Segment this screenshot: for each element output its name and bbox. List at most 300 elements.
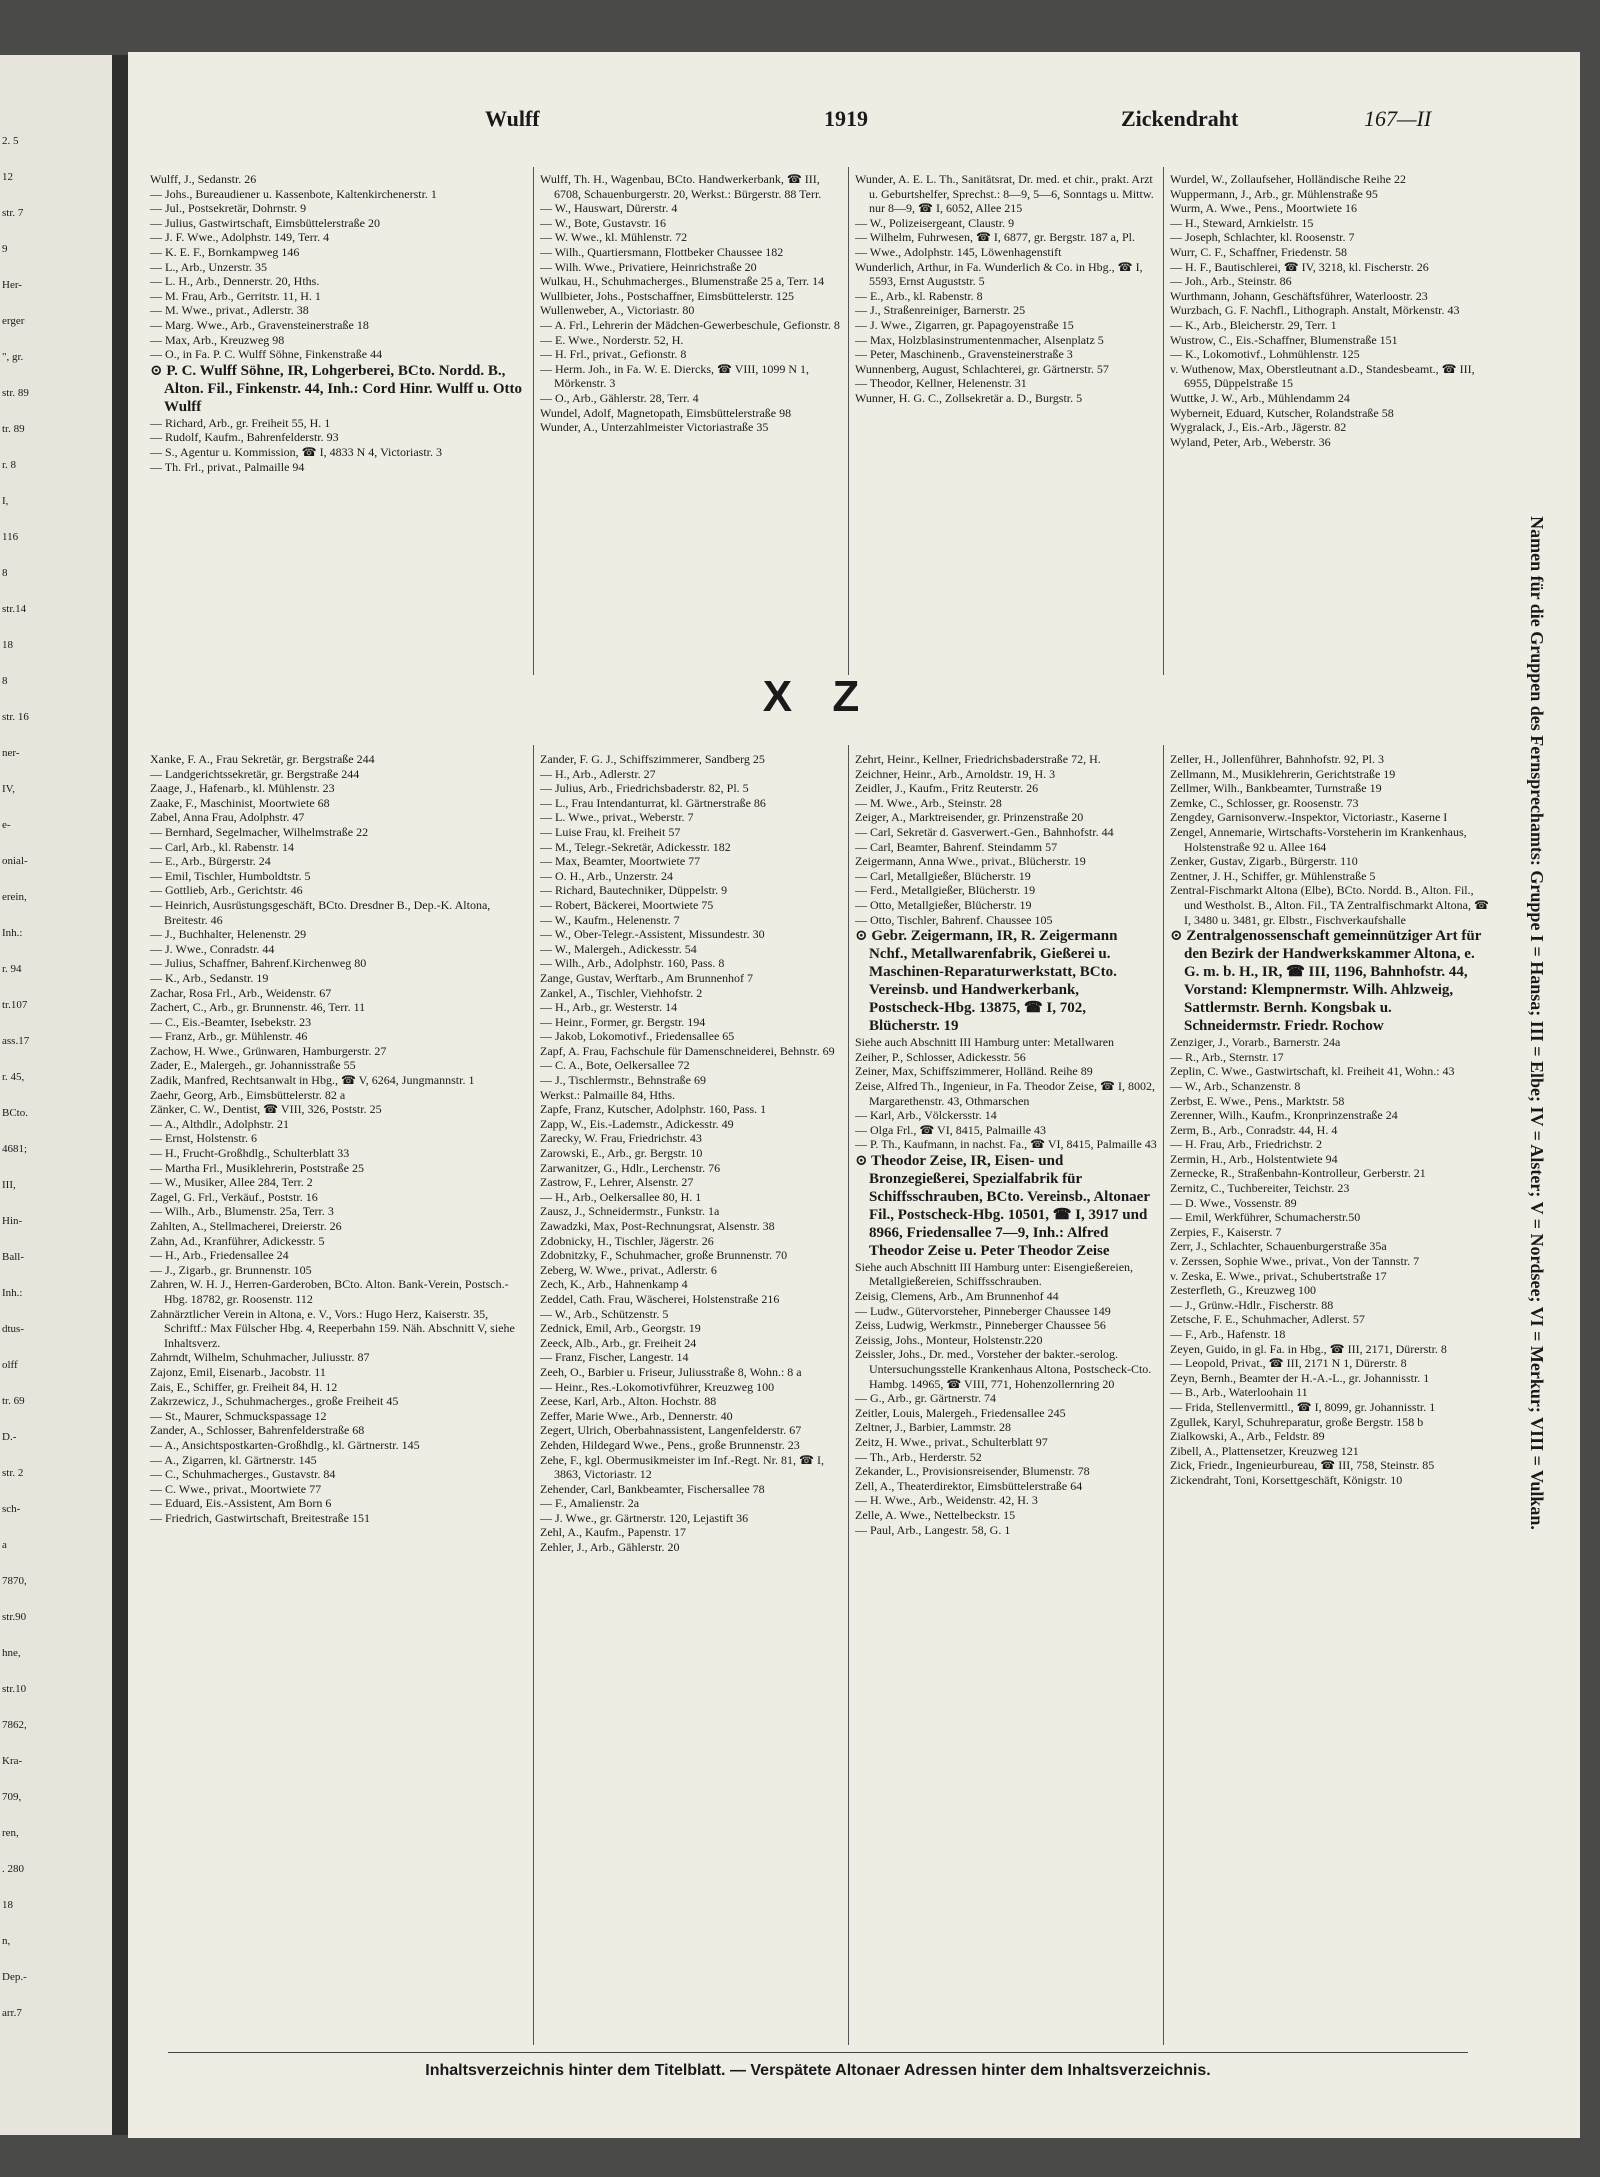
directory-entry: — O., in Fa. P. C. Wulff Söhne, Finkenstraße 44: [150, 347, 383, 362]
directory-entry: Zais, E., Schiffer, gr. Freiheit 84, H. 12: [150, 1379, 338, 1394]
directory-entry: Wulkau, H., Schuhmacherges., Blumenstraße 25 a, Terr. 14: [540, 274, 825, 289]
directory-entry: Zerenner, Wilh., Kaufm., Kronprinzenstraße 24: [1170, 1108, 1398, 1123]
margin-fragment: str. 16: [2, 711, 29, 723]
directory-entry: Zeigermann, Anna Wwe., privat., Blücherstr. 19: [855, 854, 1086, 869]
directory-entry: — C., Schuhmacherges., Gustavstr. 84: [150, 1467, 336, 1482]
margin-fragment: 8: [2, 675, 8, 687]
directory-entry: Zehl, A., Kaufm., Papenstr. 17: [540, 1525, 686, 1540]
directory-entry: Zarwanitzer, G., Hdlr., Lerchenstr. 76: [540, 1160, 721, 1175]
directory-entry: — Otto, Metallgießer, Blücherstr. 19: [855, 897, 1032, 912]
directory-entry: Zaage, J., Hafenarb., kl. Mühlenstr. 23: [150, 781, 335, 796]
directory-entry: Zickendraht, Toni, Korsettgeschäft, Königstr. 10: [1170, 1472, 1403, 1487]
directory-entry: — Heinr., Former, gr. Bergstr. 194: [540, 1014, 706, 1029]
directory-entry: Wurzbach, G. F. Nachfl., Lithograph. Anstalt, Mörkenstr. 43: [1170, 303, 1460, 318]
directory-entry: — Paul, Arb., Langestr. 58, G. 1: [855, 1522, 1011, 1537]
directory-entry: — Luise Frau, kl. Freiheit 57: [540, 824, 681, 839]
directory-entry: Zellmer, Wilh., Bankbeamter, Turnstraße 19: [1170, 781, 1382, 796]
directory-entry: Zeiner, Max, Schiffszimmerer, Holländ. Reihe 89: [855, 1064, 1093, 1079]
directory-entry: — E., Arb., Bürgerstr. 24: [150, 854, 271, 869]
header-year: 1919: [824, 106, 868, 131]
margin-fragment: ren,: [2, 1827, 19, 1839]
directory-entry: — A., Zigarren, kl. Gärtnerstr. 145: [150, 1452, 317, 1467]
directory-entry: Zeichner, Heinr., Arb., Arnoldstr. 19, H. 3: [855, 766, 1056, 781]
directory-entry: — R., Arb., Sternstr. 17: [1170, 1049, 1284, 1064]
directory-entry: Zesterfleth, G., Kreuzweg 100: [1170, 1283, 1316, 1298]
directory-entry: — K., Arb., Bleicherstr. 29, Terr. 1: [1170, 317, 1337, 332]
margin-fragment: 12: [2, 171, 13, 183]
directory-entry: Zehender, Carl, Bankbeamter, Fischersallee 78: [540, 1481, 765, 1496]
directory-entry: Zetsche, F. E., Schuhmacher, Adlerst. 57: [1170, 1312, 1365, 1327]
directory-entry: Zgullek, Karyl, Schuhreparatur, große Bergstr. 158 b: [1170, 1414, 1424, 1429]
directory-entry: Wunder, A., Unterzahlmeister Victoriastraße 35: [540, 420, 769, 435]
margin-fragment: str.10: [2, 1683, 27, 1695]
directory-entry: Zange, Gustav, Werftarb., Am Brunnenhof 7: [540, 970, 753, 985]
directory-entry: Zadik, Manfred, Rechtsanwalt in Hbg., ☎ V, 6264, Jungmannstr. 1: [150, 1073, 475, 1088]
directory-entry: — St., Maurer, Schmuckspassage 12: [150, 1408, 327, 1423]
margin-fragment: ass.17: [2, 1035, 30, 1047]
directory-entry: — Julius, Gastwirtschaft, Eimsbüttelerstraße 20: [150, 215, 380, 230]
directory-entry: — J., Straßenreiniger, Barnerstr. 25: [855, 303, 1026, 318]
directory-entry: Zibell, A., Plattensetzer, Kreuzweg 121: [1170, 1443, 1359, 1458]
directory-entry: — H., Frucht-Großhdlg., Schulterblatt 33: [150, 1146, 350, 1161]
directory-entry: — W., Bote, Gustavstr. 16: [540, 215, 667, 230]
lower-column-2: [540, 752, 842, 2047]
directory-entry: Zenker, Gustav, Zigarb., Bürgerstr. 110: [1170, 854, 1358, 869]
directory-entry: Zahlten, A., Stellmacherei, Dreierstr. 26: [150, 1219, 342, 1233]
directory-entry: — F., Arb., Hafenstr. 18: [1170, 1327, 1286, 1341]
directory-entry: — W., Arb., Schützenstr. 5: [540, 1306, 669, 1321]
directory-entry: Zakrzewicz, J., Schuhmacherges., große Freiheit 45: [150, 1394, 399, 1409]
directory-entry: — W., Arb., Schanzenstr. 8: [1170, 1078, 1301, 1093]
section-title: X Z: [762, 672, 874, 721]
directory-entry: Zawadzki, Max, Post-Rechnungsrat, Alsenstr. 38: [540, 1219, 775, 1233]
margin-fragment: 7870,: [2, 1575, 27, 1587]
directory-entry: — D. Wwe., Vossenstr. 89: [1170, 1195, 1297, 1210]
directory-entry: Zelle, A. Wwe., Nettelbeckstr. 15: [855, 1507, 1016, 1522]
margin-fragment: erger: [2, 315, 25, 327]
directory-entry: — Julius, Schaffner, Bahrenf.Kirchenweg 80: [150, 956, 367, 971]
directory-entry: — H., Arb., Adlerstr. 27: [540, 766, 656, 781]
margin-fragment: Dep.-: [2, 1971, 27, 1983]
directory-entry: — Wilh. Wwe., Privatiere, Heinrichstraße 20: [540, 259, 757, 274]
directory-entry: v. Zerssen, Sophie Wwe., privat., Von der Tannstr. 7: [1170, 1254, 1420, 1269]
directory-entry: — Peter, Maschinenb., Gravensteinerstraße 3: [855, 347, 1073, 362]
directory-entry: — H. Frl., privat., Gefionstr. 8: [540, 347, 687, 362]
previous-page-strip: [0, 55, 112, 2135]
margin-fragment: tr. 89: [2, 423, 25, 435]
directory-entry: Zahrndt, Wilhelm, Schuhmacher, Juliusstr. 87: [150, 1350, 370, 1365]
directory-entry: Zeidler, J., Kaufm., Fritz Reuterstr. 26: [855, 781, 1039, 796]
directory-entry: — Franz, Arb., gr. Mühlenstr. 46: [150, 1029, 308, 1044]
directory-entry: — W., Ober-Telegr.-Assistent, Missundestr. 30: [540, 927, 765, 942]
exchange-group-legend-text: Namen für die Gruppen des Fernsprechamts: Gruppe I = Hansa; III = Elbe; IV = Alster; V = Nordsee; VI = Merkur; VIII = Vulkan.: [1527, 516, 1547, 1530]
directory-entry: Zehe, F., kgl. Obermusikmeister im Inf.-Regt. Nr. 81, ☎ I, 3863, Victoriastr. 12: [540, 1452, 824, 1482]
directory-entry: — Emil, Tischler, Humboldtstr. 5: [150, 868, 311, 883]
directory-entry: Zeissig, Johs., Monteur, Holstenstr.220: [855, 1332, 1043, 1347]
directory-entry: Zellmann, M., Musiklehrerin, Gerichtstraße 19: [1170, 766, 1396, 781]
directory-entry: Siehe auch Abschnitt III Hamburg unter: Eisengießereien, Metallgießereien, Schiffsschrauben.: [855, 1259, 1134, 1289]
directory-entry: Wullenweber, A., Victoriastr. 80: [540, 303, 695, 318]
directory-entry: — H. F., Bautischlerei, ☎ IV, 3218, kl. Fischerstr. 26: [1170, 259, 1429, 274]
directory-entry: — Marg. Wwe., Arb., Gravensteinerstraße 18: [150, 317, 369, 332]
margin-fragment: r. 94: [2, 963, 22, 975]
directory-entry: Zenziger, J., Vorarb., Barnerstr. 24a: [1170, 1035, 1341, 1050]
margin-fragment: str.14: [2, 603, 27, 615]
directory-entry: — Friedrich, Gastwirtschaft, Breitestraße 151: [150, 1510, 370, 1525]
directory-entry: Wunderlich, Arthur, in Fa. Wunderlich & Co. in Hbg., ☎ I, 5593, Ernst Auguststr. 5: [855, 259, 1143, 289]
directory-entry: Wyberneit, Eduard, Kutscher, Rolandstraße 58: [1170, 405, 1394, 420]
directory-entry: — W., Musiker, Allee 284, Terr. 2: [150, 1175, 313, 1190]
margin-fragment: erein,: [2, 891, 27, 903]
directory-entry: — G., Arb., gr. Gärtnerstr. 74: [855, 1391, 996, 1406]
directory-entry: — Theodor, Kellner, Helenenstr. 31: [855, 376, 1027, 391]
directory-entry: Zajonz, Emil, Eisenarb., Jacobstr. 11: [150, 1364, 326, 1379]
directory-entry: — F., Amalienstr. 2a: [540, 1496, 640, 1511]
directory-entry: Zeddel, Cath. Frau, Wäscherei, Holstenstraße 216: [540, 1291, 780, 1306]
directory-entry: — Wwe., Adolphstr. 145, Löwenhagenstift: [855, 244, 1062, 259]
directory-entry: Zeeck, Alb., Arb., gr. Freiheit 24: [540, 1335, 697, 1350]
directory-entry: — H., Arb., Oelkersallee 80, H. 1: [540, 1189, 702, 1204]
margin-fragment: Inh.:: [2, 927, 23, 939]
directory-entry: Zerm, B., Arb., Conradstr. 44, H. 4: [1170, 1122, 1338, 1137]
directory-entry: — Ludw., Gütervorsteher, Pinneberger Chaussee 149: [855, 1303, 1111, 1318]
margin-fragment: str. 7: [2, 207, 24, 219]
directory-entry: — Carl, Beamter, Bahrenf. Steindamm 57: [855, 839, 1058, 854]
margin-fragment: IV,: [2, 783, 15, 795]
directory-entry: Zentner, J. H., Schiffer, gr. Mühlenstraße 5: [1170, 868, 1376, 883]
directory-entry: — J. Wwe., Conradstr. 44: [150, 941, 275, 956]
directory-entry: — K., Arb., Sedanstr. 19: [150, 970, 269, 985]
margin-fragment: ", gr.: [2, 351, 24, 363]
directory-entry: Zachow, H. Wwe., Grünwaren, Hamburgerstr. 27: [150, 1043, 387, 1058]
margin-fragment: D.-: [2, 1431, 17, 1443]
directory-entry: ⊙ Gebr. Zeigermann, IR, R. Zeigermann Nchf., Metallwarenfabrik, Gießerei u. Maschinen-Reparaturwerkstatt, BCto. Vereinsb. und Handwerkerbank, Postscheck-Hbg. 13875, ☎ I, 702, Blücherstr. 19: [855, 928, 1118, 1035]
directory-entry: — Ernst, Holstenstr. 6: [150, 1131, 257, 1146]
lower-column-1: [150, 752, 528, 2047]
margin-fragment: III,: [2, 1179, 16, 1191]
directory-entry: Zech, K., Arb., Hahnenkamp 4: [540, 1277, 688, 1292]
directory-entry: Wygralack, J., Eis.-Arb., Jägerstr. 82: [1170, 420, 1347, 435]
directory-entry: — Leopold, Privat., ☎ III, 2171 N 1, Dürerstr. 8: [1170, 1356, 1407, 1371]
directory-entry: Zegert, Ulrich, Oberbahnassistent, Langenfelderstr. 67: [540, 1423, 802, 1438]
directory-entry: — J., Grünw.-Hdlr., Fischerstr. 88: [1170, 1297, 1334, 1312]
directory-entry: — Gottlieb, Arb., Gerichtstr. 46: [150, 883, 303, 898]
directory-entry: Zdobnitzky, F., Schuhmacher, große Brunnenstr. 70: [540, 1248, 788, 1263]
directory-entry: — K., Lokomotivf., Lohmühlenstr. 125: [1170, 347, 1360, 362]
directory-entry: — Richard, Arb., gr. Freiheit 55, H. 1: [150, 415, 331, 430]
directory-entry: — W., Malergeh., Adickesstr. 54: [540, 941, 697, 956]
directory-entry: — Olga Frl., ☎ VI, 8415, Palmaille 43: [855, 1122, 1047, 1137]
directory-entry: Zagel, G. Frl., Verkäuf., Poststr. 16: [150, 1189, 318, 1204]
margin-fragment: Hin-: [2, 1215, 23, 1227]
directory-entry: — B., Arb., Waterloohain 11: [1170, 1385, 1308, 1400]
directory-entry: Wustrow, C., Eis.-Schaffner, Blumenstraße 151: [1170, 332, 1398, 347]
directory-entry: Zeitz, H. Wwe., privat., Schulterblatt 97: [855, 1435, 1048, 1449]
directory-entry: Zeeh, O., Barbier u. Friseur, Juliusstraße 8, Wohn.: 8 a: [540, 1364, 802, 1379]
lower-column-3: [855, 752, 1157, 2047]
directory-entry: — Jakob, Lokomotivf., Friedensallee 65: [540, 1029, 735, 1044]
margin-fragment: . 280: [2, 1863, 24, 1875]
directory-entry: — Joseph, Schlachter, kl. Roosenstr. 7: [1170, 230, 1355, 245]
directory-entry: Xanke, F. A., Frau Sekretär, gr. Bergstraße 244: [150, 752, 375, 766]
margin-fragment: BCto.: [2, 1107, 28, 1119]
directory-entry: — J. Wwe., gr. Gärtnerstr. 120, Lejastift 36: [540, 1510, 749, 1525]
directory-entry: Wulff, Th. H., Wagenbau, BCto. Handwerkerbank, ☎ III, 6708, Schauenburgerstr. 20, Werkst.: Bürgerstr. 88 Terr.: [540, 172, 822, 201]
directory-entry: — M. Frau, Arb., Gerritstr. 11, H. 1: [150, 288, 321, 303]
margin-fragment: sch-: [2, 1503, 21, 1515]
directory-entry: Zeffer, Marie Wwe., Arb., Dennerstr. 40: [540, 1408, 733, 1423]
directory-entry: Zerbst, E. Wwe., Pens., Marktstr. 58: [1170, 1093, 1345, 1108]
directory-entry: — Heinrich, Ausrüstungsgeschäft, BCto. Dresdner B., Dep.-K. Altona, Breitestr. 46: [150, 897, 491, 927]
directory-entry: Zausz, J., Schneidermstr., Funkstr. 1a: [540, 1204, 720, 1219]
directory-entry: — M. Wwe., Arb., Steinstr. 28: [855, 795, 1002, 810]
directory-entry: Zeiger, A., Marktreisender, gr. Prinzenstraße 20: [855, 810, 1084, 825]
margin-fragment: hne,: [2, 1647, 21, 1659]
margin-fragment: Inh.:: [2, 1287, 23, 1299]
directory-entry: Wurr, C. F., Schaffner, Friedenstr. 58: [1170, 244, 1348, 259]
margin-fragment: 9: [2, 243, 8, 255]
directory-entry: v. Zeska, E. Wwe., privat., Schubertstraße 17: [1170, 1268, 1387, 1283]
margin-fragment: Her-: [2, 279, 22, 291]
directory-entry: — J., Zigarb., gr. Brunnenstr. 105: [150, 1262, 312, 1277]
margin-fragment: dtus-: [2, 1323, 24, 1335]
directory-entry: v. Wuthenow, Max, Oberstleutnant a.D., Standesbeamt., ☎ III, 6955, Düppelstraße 15: [1170, 361, 1475, 391]
margin-fragment: 4681;: [2, 1143, 28, 1155]
directory-entry: Zialkowski, A., Arb., Feldstr. 89: [1170, 1429, 1325, 1444]
margin-fragment: str. 2: [2, 1467, 24, 1479]
directory-entry: — C. Wwe., privat., Moortwiete 77: [150, 1481, 322, 1496]
directory-entry: — W. Wwe., kl. Mühlenstr. 72: [540, 230, 688, 245]
margin-fragment: tr. 69: [2, 1395, 25, 1407]
margin-fragment: 18: [2, 1899, 13, 1911]
directory-entry: Zeberg, W. Wwe., privat., Adlerstr. 6: [540, 1262, 717, 1277]
upper-column-4: [1170, 172, 1490, 677]
directory-entry: Zick, Friedr., Ingenieurbureau, ☎ III, 758, Steinstr. 85: [1170, 1458, 1435, 1473]
directory-page: [128, 52, 1580, 2138]
directory-entry: Wurthmann, Johann, Geschäftsführer, Waterloostr. 23: [1170, 288, 1428, 303]
margin-fragment: 18: [2, 639, 13, 651]
directory-entry: — Wilhelm, Fuhrwesen, ☎ I, 6877, gr. Bergstr. 187 a, Pl.: [855, 230, 1136, 245]
directory-entry: — Ferd., Metallgießer, Blücherstr. 19: [855, 883, 1036, 898]
book-gutter: [112, 55, 128, 2135]
directory-entry: Zeyen, Guido, in gl. Fa. in Hbg., ☎ III, 2171, Dürerstr. 8: [1170, 1341, 1447, 1356]
directory-entry: — L., Arb., Unzerstr. 35: [150, 259, 267, 274]
directory-entry: — A., Ansichtspostkarten-Großhdlg., kl. Gärtnerstr. 145: [150, 1437, 420, 1452]
directory-entry: — Max, Arb., Kreuzweg 98: [150, 332, 285, 347]
directory-entry: Zeplin, C. Wwe., Gastwirtschaft, kl. Freiheit 41, Wohn.: 43: [1170, 1064, 1455, 1079]
directory-entry: — Franz, Fischer, Langestr. 14: [540, 1350, 689, 1365]
directory-entry: — Johs., Bureaudiener u. Kassenbote, Kaltenkirchenerstr. 1: [150, 186, 437, 201]
directory-entry: Zader, E., Malergeh., gr. Johannisstraße 55: [150, 1058, 356, 1073]
directory-entry: Zahn, Ad., Kranführer, Adickesstr. 5: [150, 1233, 325, 1248]
header-right-keyword: Zickendraht: [1121, 106, 1239, 131]
directory-entry: — L. H., Arb., Dennerstr. 20, Hths.: [150, 274, 320, 289]
directory-entry: — P. Th., Kaufmann, in nachst. Fa., ☎ VI, 8415, Palmaille 43: [855, 1137, 1157, 1152]
directory-entry: Zeiss, Ludwig, Werkmstr., Pinneberger Chaussee 56: [855, 1318, 1106, 1333]
directory-entry: — Carl, Metallgießer, Blücherstr. 19: [855, 868, 1031, 883]
directory-entry: Wullbieter, Johs., Postschaffner, Eimsbüttelerstr. 125: [540, 288, 794, 303]
directory-entry: Zeiher, P., Schlosser, Adickesstr. 56: [855, 1049, 1026, 1064]
directory-entry: Zapp, W., Eis.-Lademstr., Adickesstr. 49: [540, 1116, 734, 1131]
directory-entry: — W., Hauswart, Dürerstr. 4: [540, 201, 678, 216]
directory-entry: Zerpies, F., Kaiserstr. 7: [1170, 1224, 1282, 1239]
directory-entry: Wurdel, W., Zollaufseher, Holländische Reihe 22: [1170, 172, 1406, 186]
directory-entry: Zander, A., Schlosser, Bahrenfelderstraße 68: [150, 1423, 365, 1438]
upper-column-2: [540, 172, 842, 677]
directory-entry: — K. E. F., Bornkampweg 146: [150, 244, 300, 259]
directory-entry: Wunner, H. G. C., Zollsekretär a. D., Burgstr. 5: [855, 390, 1083, 405]
directory-entry: Zahren, W. H. J., Herren-Garderoben, BCto. Alton. Bank-Verein, Postsch.-Hbg. 18782, gr. Roosenstr. 112: [150, 1277, 509, 1306]
directory-entry: — Martha Frl., Musiklehrerin, Poststraße 25: [150, 1160, 364, 1175]
directory-entry: ⊙ P. C. Wulff Söhne, IR, Lohgerberei, BCto. Nordd. B., Alton. Fil., Finkenstr. 44, Inh.: Cord Hinr. Wulff u. Otto Wulff: [150, 362, 522, 415]
directory-entry: Zeissler, Johs., Dr. med., Vorsteher der bakter.-serolog. Untersuchungsstelle Krankenhaus Altona, Postscheck-Cto. Hambg. 14965, ☎ VIII, 771, Hohenzollernring 20: [855, 1347, 1152, 1391]
directory-entry: — Otto, Tischler, Bahrenf. Chaussee 105: [855, 912, 1053, 927]
directory-entry: Siehe auch Abschnitt III Hamburg unter: Metallwaren: [855, 1035, 1115, 1050]
directory-entry: Zell, A., Theaterdirektor, Eimsbüttelerstraße 64: [855, 1478, 1083, 1493]
margin-fragment: str.90: [2, 1611, 27, 1623]
directory-entry: — Julius, Arb., Friedrichsbaderstr. 82, Pl. 5: [540, 781, 749, 796]
directory-entry: Zeese, Karl, Arb., Alton. Hochstr. 88: [540, 1394, 717, 1409]
directory-entry: — Joh., Arb., Steinstr. 86: [1170, 274, 1292, 289]
directory-entry: — Landgerichtssekretär, gr. Bergstraße 244: [150, 766, 360, 781]
upper-column-3: [855, 172, 1157, 677]
directory-entry: — A., Althdlr., Adolphstr. 21: [150, 1116, 290, 1131]
directory-entry: — W., Kaufm., Helenenstr. 7: [540, 912, 680, 927]
margin-fragment: r. 45,: [2, 1071, 25, 1083]
directory-entry: Zengel, Annemarie, Wirtschafts-Vorsteherin im Krankenhaus, Holstenstraße 92 u. Allee 164: [1170, 824, 1467, 854]
directory-entry: — A. Frl., Lehrerin der Mädchen-Gewerbeschule, Gefionstr. 8: [540, 317, 840, 332]
directory-entry: Zermin, H., Arb., Holstentwiete 94: [1170, 1151, 1338, 1166]
directory-entry: — C. A., Bote, Oelkersallee 72: [540, 1058, 690, 1073]
directory-entry: Zeisig, Clemens, Arb., Am Brunnenhof 44: [855, 1289, 1059, 1304]
directory-entry: Zahnärztlicher Verein in Altona, e. V., Vors.: Hugo Herz, Kaiserstr. 35, Schriftf.: Max Fülscher Hbg. 4, Reeperbahn 159. Näh. Abschnitt V, siehe Inhaltsverz.: [150, 1306, 515, 1350]
margin-fragment: onial-: [2, 855, 28, 867]
directory-entry: ⊙ Theodor Zeise, IR, Eisen- und Bronzegießerei, Spezialfabrik für Schiffsschrauben, BCto. Vereinsb., Altonaer Fil., Postscheck-Hbg. 10501, ☎ I, 3917 und 8966, Friedensallee 7—9, Inh.: Alfred Theodor Zeise u. Peter Theodor Zeise: [855, 1152, 1150, 1259]
margin-fragment: a: [2, 1539, 7, 1551]
directory-entry: Zerr, J., Schlachter, Schauenburgerstraße 35a: [1170, 1239, 1387, 1254]
directory-entry: — H. Frau, Arb., Friedrichstr. 2: [1170, 1137, 1322, 1152]
directory-entry: — L., Frau Intendanturrat, kl. Gärtnerstraße 86: [540, 795, 766, 810]
directory-entry: Wundel, Adolf, Magnetopath, Eimsbüttelerstraße 98: [540, 405, 792, 420]
directory-entry: — W., Polizeisergeant, Claustr. 9: [855, 215, 1015, 230]
margin-fragment: 709,: [2, 1791, 22, 1803]
margin-fragment: olff: [2, 1359, 18, 1371]
directory-entry: — Robert, Bäckerei, Moortwiete 75: [540, 897, 714, 912]
directory-entry: Zastrow, F., Lehrer, Alsenstr. 27: [540, 1175, 694, 1190]
directory-entry: Wurm, A. Wwe., Pens., Moortwiete 16: [1170, 201, 1357, 216]
directory-entry: — Frida, Stellenvermittl., ☎ I, 8099, gr. Johannisstr. 1: [1170, 1399, 1436, 1414]
directory-entry: Zarowski, E., Arb., gr. Bergstr. 10: [540, 1146, 703, 1161]
margin-fragment: n,: [2, 1935, 11, 1947]
directory-entry: Wunnenberg, August, Schlachterei, gr. Gärtnerstr. 57: [855, 361, 1109, 376]
directory-entry: Zachert, C., Arb., gr. Brunnenstr. 46, Terr. 11: [150, 1000, 366, 1015]
margin-fragment: 8: [2, 567, 8, 579]
directory-entry: ⊙ Zentralgenossenschaft gemeinnütziger Art für den Bezirk der Handwerkskammer Altona, e. G. m. b. H., IR, ☎ III, 1196, Bahnhofstr. 44, Vorstand: Klempnermstr. Wilh. Ahlzweig, Sattlermstr. Bernh. Kongsbak u. Schneidermstr. Friedr. Rochow: [1170, 928, 1482, 1035]
directory-entry: — H., Arb., Friedensallee 24: [150, 1248, 289, 1263]
directory-entry: — Karl, Arb., Völckersstr. 14: [855, 1108, 997, 1123]
directory-entry: — Carl, Arb., kl. Rabenstr. 14: [150, 839, 294, 854]
directory-entry: Zeise, Alfred Th., Ingenieur, in Fa. Theodor Zeise, ☎ I, 8002, Margarethenstr. 43, Othmarschen: [855, 1078, 1155, 1108]
directory-entry: — Wilh., Arb., Adolphstr. 160, Pass. 8: [540, 956, 725, 971]
margin-fragment: Kra-: [2, 1755, 23, 1767]
directory-entry: Zaake, F., Maschinist, Moortwiete 68: [150, 795, 330, 810]
directory-entry: — O., Arb., Gählerstr. 28, Terr. 4: [540, 390, 699, 405]
directory-entry: Zachar, Rosa Frl., Arb., Weidenstr. 67: [150, 985, 332, 1000]
directory-entry: — H., Arb., gr. Westerstr. 14: [540, 1000, 678, 1015]
directory-entry: Wuttke, J. W., Arb., Mühlendamm 24: [1170, 390, 1350, 405]
directory-entry: — Emil, Werkführer, Schumacherstr.50: [1170, 1210, 1361, 1225]
directory-entry: Zehrt, Heinr., Kellner, Friedrichsbaderstraße 72, H.: [855, 752, 1101, 766]
directory-entry: — C., Eis.-Beamter, Isebekstr. 23: [150, 1014, 312, 1029]
header-left-keyword: Wulff: [485, 106, 540, 131]
margin-fragment: tr.107: [2, 999, 28, 1011]
directory-entry: — H., Steward, Arnkielstr. 15: [1170, 215, 1314, 230]
page-number: 167—II: [1364, 106, 1432, 131]
directory-entry: — Heinr., Res.-Lokomotivführer, Kreuzweg 100: [540, 1379, 775, 1394]
directory-entry: Zentral-Fischmarkt Altona (Elbe), BCto. Nordd. B., Alton. Fil., und Westholst. B., Alton. Fil., TA Zentralfischmarkt Altona, ☎ I, 3480 u. 3481, gr. Elbstr., Fischverkaufshalle: [1170, 883, 1489, 927]
directory-entry: Wyland, Peter, Arb., Weberstr. 36: [1170, 434, 1331, 449]
directory-entry: — M., Telegr.-Sekretär, Adickesstr. 182: [540, 839, 731, 854]
directory-entry: Zapfe, Franz, Kutscher, Adolphstr. 160, Pass. 1: [540, 1102, 767, 1117]
directory-entry: — O. H., Arb., Unzerstr. 24: [540, 868, 673, 883]
directory-entry: Zapf, A. Frau, Fachschule für Damenschneiderei, Behnstr. 69: [540, 1043, 835, 1058]
margin-fragment: e-: [2, 819, 11, 831]
directory-entry: Zemke, C., Schlosser, gr. Roosenstr. 73: [1170, 795, 1359, 810]
directory-entry: — Rudolf, Kaufm., Bahrenfelderstr. 93: [150, 430, 339, 445]
page-footer: Inhaltsverzeichnis hinter dem Titelblatt. — Verspätete Altonaer Adressen hinter dem Inhaltsverzeichnis.: [425, 2062, 1211, 2079]
directory-entry: — L. Wwe., privat., Weberstr. 7: [540, 810, 694, 825]
directory-entry: — Wilh., Quartiersmann, Flottbeker Chaussee 182: [540, 244, 784, 259]
directory-entry: Zernecke, R., Straßenbahn-Kontrolleur, Gerberstr. 21: [1170, 1166, 1426, 1181]
directory-entry: — Max, Beamter, Moortwiete 77: [540, 854, 701, 869]
directory-entry: — Carl, Sekretär d. Gasverwert.-Gen., Bahnhofstr. 44: [855, 824, 1114, 839]
margin-fragment: I,: [2, 495, 9, 507]
directory-entry: — M. Wwe., privat., Adlerstr. 38: [150, 303, 309, 318]
directory-entry: Zabel, Anna Frau, Adolphstr. 47: [150, 810, 305, 825]
directory-entry: Zednick, Emil, Arb., Georgstr. 19: [540, 1321, 701, 1336]
directory-entry: — Max, Holzblasinstrumentenmacher, Alsenplatz 5: [855, 332, 1104, 347]
directory-entry: Zernitz, C., Tuchbereiter, Teichstr. 23: [1170, 1181, 1350, 1196]
directory-entry: Zeller, H., Jollenführer, Bahnhofstr. 92, Pl. 3: [1170, 752, 1385, 766]
directory-entry: Zaehr, Georg, Arb., Eimsbüttelerstr. 82 a: [150, 1087, 346, 1102]
directory-entry: Werkst.: Palmaille 84, Hths.: [540, 1087, 676, 1102]
margin-fragment: Ball-: [2, 1251, 24, 1263]
directory-entry: — Th. Frl., privat., Palmaille 94: [150, 459, 305, 474]
directory-entry: Wuppermann, J., Arb., gr. Mühlenstraße 95: [1170, 186, 1378, 201]
margin-fragment: r. 8: [2, 459, 17, 471]
upper-column-1: [150, 172, 528, 677]
directory-entry: Zankel, A., Tischler, Viehhofstr. 2: [540, 985, 703, 1000]
directory-entry: — Richard, Bautechniker, Düppelstr. 9: [540, 883, 728, 898]
directory-entry: Zehler, J., Arb., Gählerstr. 20: [540, 1540, 680, 1555]
directory-entry: — Eduard, Eis.-Assistent, Am Born 6: [150, 1496, 332, 1511]
directory-entry: Wunder, A. E. L. Th., Sanitätsrat, Dr. med. et chir., prakt. Arzt u. Geburtshelfer, Sprechst.: 8—9, 5—6, Sonntags u. Mittw. nur 8—9, ☎ I, 6052, Allee 215: [855, 172, 1154, 216]
directory-entry: — E., Arb., kl. Rabenstr. 8: [855, 288, 983, 303]
margin-fragment: arr.7: [2, 2007, 22, 2019]
directory-entry: — E. Wwe., Norderstr. 52, H.: [540, 332, 684, 347]
directory-entry: Zänker, C. W., Dentist, ☎ VIII, 326, Poststr. 25: [150, 1102, 382, 1117]
directory-entry: Zeyn, Bernh., Beamter der H.-A.-L., gr. Johannisstr. 1: [1170, 1370, 1430, 1385]
directory-entry: Zekander, L., Provisionsreisender, Blumenstr. 78: [855, 1464, 1090, 1479]
margin-fragment: str. 89: [2, 387, 29, 399]
directory-entry: — J., Tischlermstr., Behnstraße 69: [540, 1073, 707, 1088]
directory-entry: Zeltner, J., Barbier, Lammstr. 28: [855, 1420, 1011, 1435]
directory-entry: Zengdey, Garnisonverw.-Inspektor, Victoriastr., Kaserne I: [1170, 810, 1448, 825]
directory-entry: — S., Agentur u. Kommission, ☎ I, 4833 N 4, Victoriastr. 3: [150, 444, 443, 459]
directory-entry: Zarecky, W. Frau, Friedrichstr. 43: [540, 1131, 702, 1146]
directory-entry: Zander, F. G. J., Schiffszimmerer, Sandberg 25: [540, 752, 765, 766]
directory-entry: — J. Wwe., Zigarren, gr. Papagoyenstraße 15: [855, 317, 1074, 332]
